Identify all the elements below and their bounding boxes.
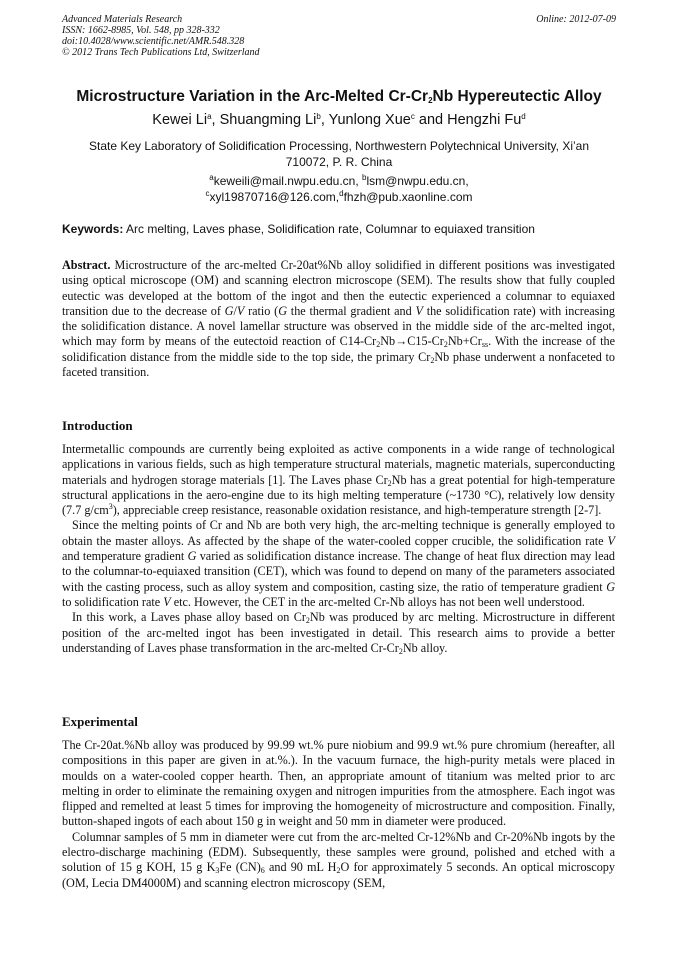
paragraph: Columnar samples of 5 mm in diameter were cut from the arc-melted Cr-12%Nb and Cr-20%Nb ingots by the electro-discharge machining (EDM). Subsequently, these samples were ground, polished and etched with a solution of 15 g KOH, 15 g $K_3Fe$ $(CN)_6$ and 90 mL $H_2O$ for approximately 5 seconds. An optical microscopy (OM, Lecia DM4000M) and scanning electron microscopy (SEM, xyxy=(62,829,615,890)
introduction-body xyxy=(62,442,615,656)
author-list: Kewei Li$^a$, Shuangming Li$^b$, Yunlong Xue$^c$ and Hengzhi Fu$^d$ xyxy=(152,112,526,128)
email-link[interactable]: xyl19870716@126.com, xyxy=(209,190,340,204)
journal-doi: doi:10.4028/www.scientific.net/AMR.548.328 xyxy=(62,36,245,47)
author: Kewei Li xyxy=(152,112,208,128)
email-link[interactable]: keweili@mail.nwpu.edu.cn, xyxy=(213,174,362,188)
paragraph: Intermetallic compounds are currently being exploited as active components in a wide range of technological applications in various fields, such as high temperature structural materials, magnetic materials, superconducting materials and hydrogen storage materials [1]. The Laves phase $Cr_2Nb$ has a great potential for high-temperature structural applications in the aero-engine due to its high melting temperature (~1730 °C), relatively low density (7.7 $g/cm^3$), appreciable creep resistance, reasonable oxidation resistance, and high-temperature strength [2-7]. xyxy=(62,442,615,518)
paper-title: Microstructure Variation in the Arc-Melted $Cr-Cr_2Nb$ Hypereutectic Alloy xyxy=(76,88,602,105)
author: Yunlong Xue xyxy=(328,112,411,128)
paragraph: Since the melting points of Cr and Nb are both very high, the arc-melting technique is generally employed to obtain the master alloys. As affected by the shape of the water-cooled copper crucible, the solidification rate V and temperature gradient G varied as solidification distance increase. The change of heat flux direction may lead to the columnar-to-equiaxed transition (CET), which was found to depend on many of the parameters associated with the casting process, such as alloy system and composition, casting size, the ratio of temperature gradient G to solidification rate V etc. However, the CET in the arc-melted Cr-Nb alloys has not been well understood. xyxy=(62,518,615,609)
journal-name: Advanced Materials Research xyxy=(62,14,183,25)
section-heading-introduction: Introduction xyxy=(62,418,133,433)
email-link[interactable]: lsm@nwpu.edu.cn, xyxy=(366,174,469,188)
online-date: Online: 2012-07-09 xyxy=(536,14,616,25)
author-emails: $^a$keweili@mail.nwpu.edu.cn, $^b$lsm@nwpu.edu.cn, $^c$xyl19870716@126.com,$^d$fhzh@pub.xaonline.com xyxy=(205,173,473,204)
paragraph: The Cr-20at.%Nb alloy was produced by 99.99 wt.% pure niobium and 99.9 wt.% pure chromium (hereafter, all compositions in this paper are given in at.%.). In the vacuum furnace, the high-purity metals were placed in moulds on a water-cooled copper hearth. Then, an appropriate amount of titanium was melted prior to arc melting in order to eliminate the remaining oxygen and nitrogen impurities from the atmosphere. Each ingot was flipped and remelted at least 5 times for improving the homogeneity of microstructure and composition. Finally, button-shaped ingots of each about 150 g in weight and 50 mm in diameter were produced. xyxy=(62,738,615,829)
author: Shuangming Li xyxy=(219,112,317,128)
journal-issn: ISSN: 1662-8985, Vol. 548, pp 328-332 xyxy=(62,25,220,36)
author: Hengzhi Fu xyxy=(447,112,522,128)
journal-copyright: © 2012 Trans Tech Publications Ltd, Switzerland xyxy=(62,47,260,58)
paragraph: In this work, a Laves phase alloy based on $Cr_2Nb$ was produced by arc melting. Microstructure in different position of the arc-melted ingot has been investigated in detail. This research aims to provide a better understanding of Laves phase transformation in the arc-melted $Cr-Cr_2Nb$ alloy. xyxy=(62,610,616,656)
experimental-body xyxy=(62,738,615,891)
email-link[interactable]: fhzh@pub.xaonline.com xyxy=(343,190,473,204)
journal-header xyxy=(62,14,260,58)
abstract: Abstract. Microstructure of the arc-melted Cr-20at%Nb alloy solidified in different positions was investigated using optical microscope (OM) and scanning electron microscope (SEM). The results show that fully coupled eutectic was developed at the bottom of the ingot and then the eutectic experienced a columnar to equiaxed transition due to the decrease of G/V ratio (G the thermal gradient and V the solidification rate) with increasing the solidification distance. A novel lamellar structure was observed in the middle side of the arc-melted ingot, which may form by means of the eutectoid reaction of $C14-Cr_2Nb\to C15-Cr_2Nb+Cr_{ss}$. With the increase of the solidification distance from the middle side to the top side, the primary $Cr_2Nb$ phase underwent a nonfaceted to faceted transition. xyxy=(62,258,615,380)
affiliation: State Key Laboratory of Solidification Processing, Northwestern Polytechnical University, Xi’an 710072, P. R. China xyxy=(88,139,589,169)
section-heading-experimental: Experimental xyxy=(62,714,138,729)
keywords: Keywords: Arc melting, Laves phase, Solidification rate, Columnar to equiaxed transition xyxy=(62,222,535,236)
